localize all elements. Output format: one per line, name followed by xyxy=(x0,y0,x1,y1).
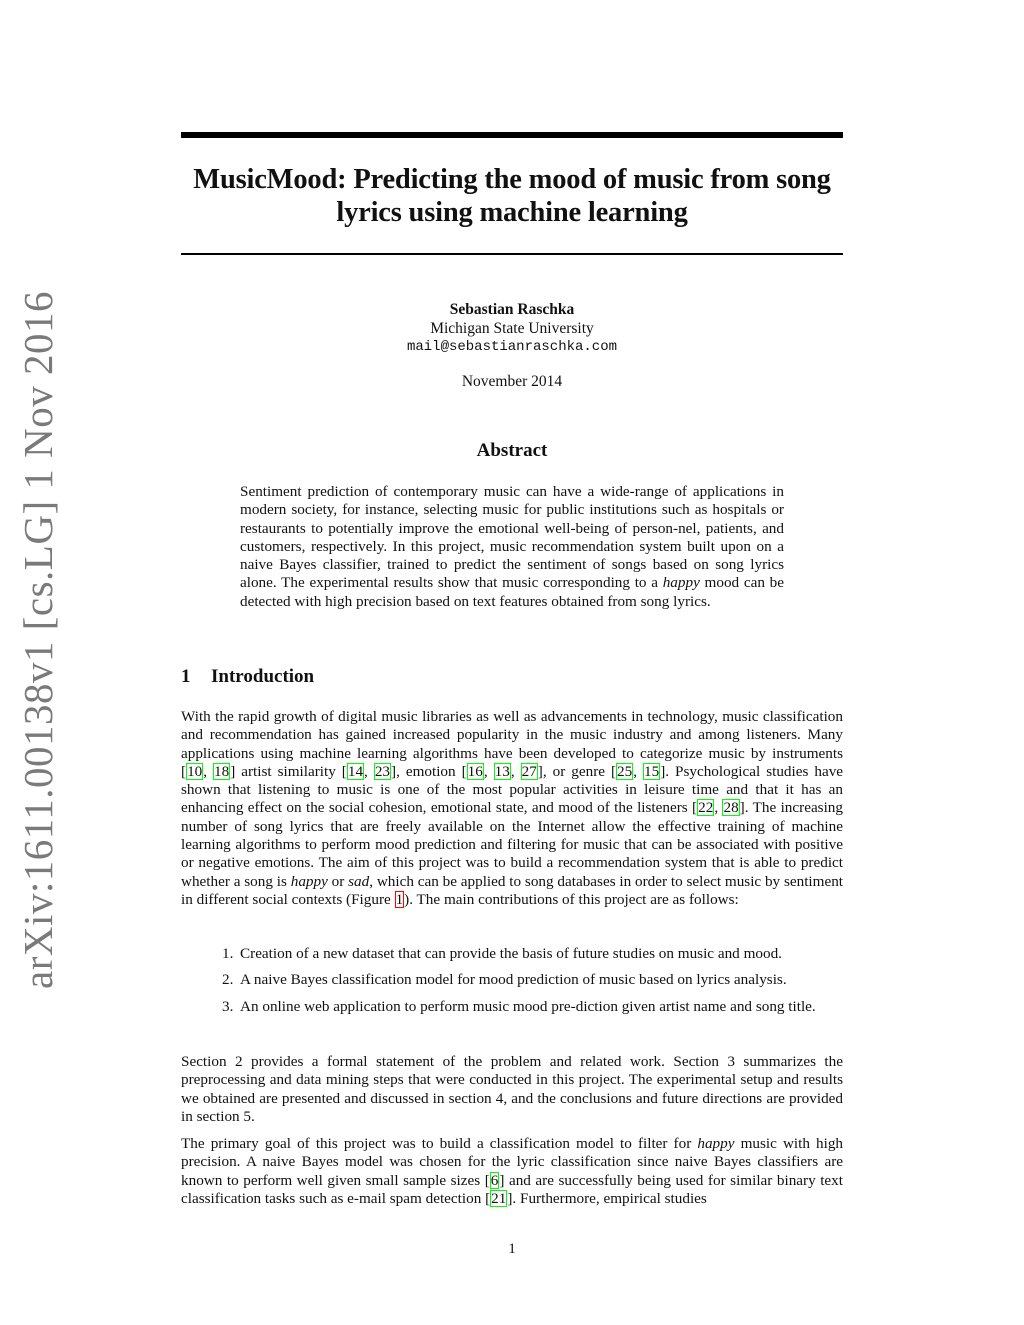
text-run: or xyxy=(331,872,345,890)
citation-link[interactable]: 28 xyxy=(723,799,739,817)
abstract-heading: Abstract xyxy=(476,440,548,461)
abstract-happy-emphasis: happy xyxy=(662,574,700,592)
text-run: ). The main contributions of this project are as follows: xyxy=(404,890,739,908)
happy-emphasis: happy xyxy=(290,872,328,890)
citation-link[interactable]: 18 xyxy=(214,762,230,780)
text-run: ] artist similarity [ xyxy=(230,762,347,780)
citation-link[interactable]: 16 xyxy=(467,762,483,780)
author-name: Sebastian Raschka xyxy=(449,301,575,318)
citation-link[interactable]: 21 xyxy=(491,1189,507,1207)
section-title: Introduction xyxy=(211,666,315,687)
sad-emphasis: sad xyxy=(348,872,370,890)
title-line-1: MusicMood: Predicting the mood of music from song xyxy=(193,164,831,195)
text-run: ], or genre [ xyxy=(537,762,617,780)
text-run: , xyxy=(633,762,643,780)
citation-link[interactable]: 22 xyxy=(698,799,714,817)
title-top-rule xyxy=(181,132,843,138)
list-item xyxy=(181,945,843,963)
abstract-text-part: mood can be detected with high precision based on text features obtained from song lyrics. xyxy=(240,574,784,610)
abstract-text xyxy=(240,483,784,611)
list-marker: 1. xyxy=(222,945,234,962)
happy-emphasis: happy xyxy=(697,1135,735,1152)
text-run: , xyxy=(364,762,374,780)
title-line-2: lyrics using machine learning xyxy=(336,197,688,228)
text-run: ]. Furthermore, empirical studies xyxy=(507,1189,707,1207)
text-run: , which can be applied to song databases in order to select music by sentiment in different social contexts (Figure xyxy=(181,872,844,908)
text-run: , xyxy=(714,799,723,817)
text-run: , xyxy=(203,762,214,780)
citation-link[interactable]: 15 xyxy=(644,762,660,780)
author-block xyxy=(181,300,843,357)
abstract-text-part: Sentiment prediction of contemporary music can have a wide-range of applications in modern society, for instance, selecting music for public institutions such as hospitals or restaurants to potentially improve the emotional well-being of person-nel, patients, and customers, respectively. In this project, music recommendation system built upon on a naive Bayes classifier, trained to predict the sentiment of songs based on song lyrics alone. The experimental results show that music corresponding to a xyxy=(240,483,784,592)
list-marker: 3. xyxy=(222,997,234,1015)
text-run: ] and are successfully being used for similar binary text classification tasks such as e-mail spam detection [ xyxy=(181,1171,843,1207)
text-run: ], emotion [ xyxy=(391,762,467,780)
figure-reference-link[interactable]: 1 xyxy=(395,890,404,908)
author-affiliation: Michigan State University xyxy=(430,320,594,337)
text-run: ]. The increasing number of song lyrics that are freely available on the Internet allow the effective training of machine learning algorithms to perform mood prediction and filtering for music that can be associated with positive or negative emotions. The aim of this project was to build a recommendation system that is able to predict whether a song is xyxy=(181,799,843,890)
citation-link[interactable]: 6 xyxy=(490,1171,499,1189)
list-item-text: An online web application to perform music mood pre-diction given artist name and song title. xyxy=(240,997,816,1015)
paper-title xyxy=(181,163,843,229)
list-item xyxy=(181,998,843,1016)
citation-link[interactable]: 25 xyxy=(617,762,633,780)
list-item xyxy=(181,971,843,989)
section-number: 1 xyxy=(181,666,191,687)
publication-date: November 2014 xyxy=(461,373,563,390)
page-number: 1 xyxy=(508,1240,516,1257)
introduction-paragraph xyxy=(181,708,843,909)
arxiv-identifier-stamp: arXiv:1611.00138v1 [cs.LG] 1 Nov 2016 xyxy=(15,291,61,989)
list-item-text: Creation of a new dataset that can provide the basis of future studies on music and mood. xyxy=(240,945,782,962)
title-bottom-rule xyxy=(181,253,843,255)
text-run: ]. Psychological studies have shown that listening to music is one of the most popular activities in leisure time and that it has an enhancing effect on the social cohesion, emotional state, and mood of the listeners [ xyxy=(181,762,844,817)
citation-link[interactable]: 13 xyxy=(494,762,510,780)
citation-link[interactable]: 10 xyxy=(187,762,203,780)
section-heading-introduction xyxy=(181,666,314,688)
list-marker: 2. xyxy=(222,971,234,989)
citation-link[interactable]: 27 xyxy=(521,762,537,780)
text-run: , xyxy=(483,762,494,780)
text-run: The primary goal of this project was to build a classification model to filter for xyxy=(181,1135,692,1152)
citation-link[interactable]: 14 xyxy=(347,762,364,780)
citation-link[interactable]: 23 xyxy=(374,762,391,780)
list-item-text: A naive Bayes classification model for mood prediction of music based on lyrics analysis. xyxy=(240,971,787,989)
text-run: With the rapid growth of digital music libraries as well as advancements in technology, music classification and recommendation has gained increased popularity in the music industry and among listeners. Many applications using machine learning algorithms have been developed to categorize music by instruments [ xyxy=(181,708,843,780)
goal-paragraph xyxy=(181,1135,843,1208)
text-run: music with high precision. A naive Bayes model was chosen for the lyric classification since naive Bayes classifiers are known to perform well given small sample sizes [ xyxy=(181,1135,844,1189)
author-email: mail@sebastianraschka.com xyxy=(406,339,618,355)
text-run: , xyxy=(510,762,521,780)
contributions-list xyxy=(181,945,843,1024)
sections-overview-paragraph: Section 2 provides a formal statement of the problem and related work. Section 3 summarizes the preprocessing and data mining steps that were conducted in this project. The experimental setup and results we obtained are presented and discussed in section 4, and the conclusions and future directions are provided in section 5. xyxy=(181,1053,843,1125)
